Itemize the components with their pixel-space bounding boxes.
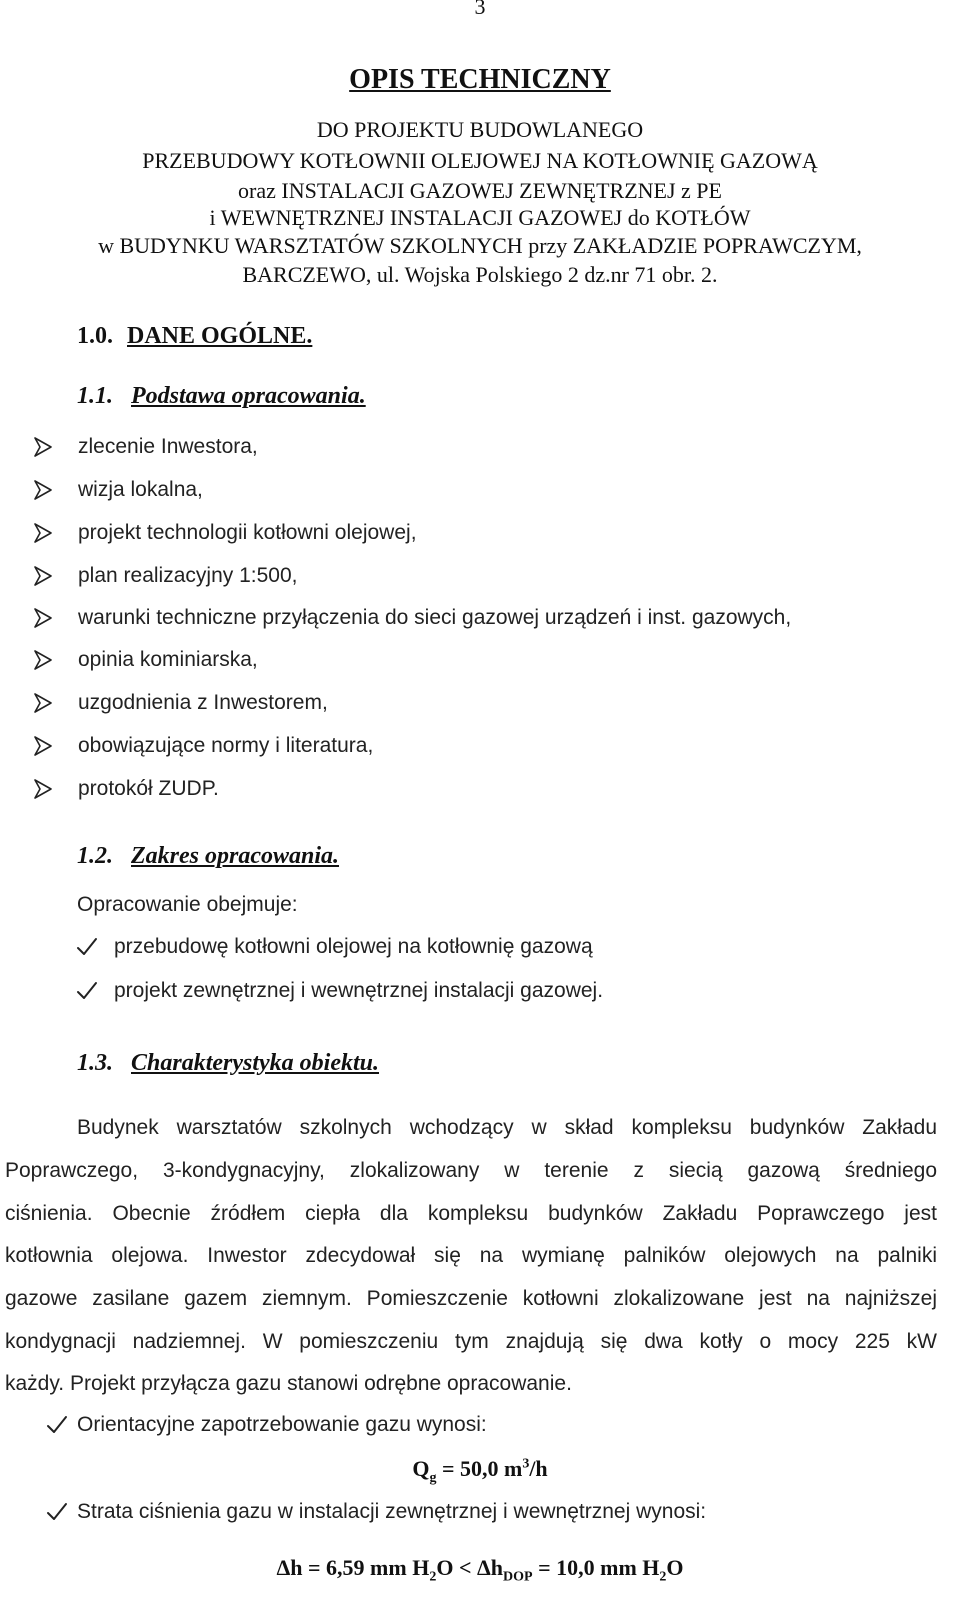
formula-part: O < Δh xyxy=(436,1555,504,1580)
paragraph-line: gazowe zasilane gazem ziemnym. Pomieszczenie kotłowni zlokalizowane jest na najniższej xyxy=(5,1287,937,1310)
paragraph-line: kondygnacji nadziemnej. W pomieszczeniu tym znajdują się dwa kotły o mocy 225 kW xyxy=(5,1330,937,1353)
scope-intro: Opracowanie obejmuje: xyxy=(77,893,298,916)
gas-demand-item xyxy=(77,1413,487,1437)
section-heading-1-0 xyxy=(77,323,312,350)
arrow-bullet-icon xyxy=(34,779,52,799)
list-item xyxy=(78,734,373,758)
checkmark-icon xyxy=(46,1502,68,1522)
section-heading-1-3 xyxy=(77,1050,379,1077)
arrow-bullet-icon xyxy=(34,736,52,756)
paragraph-line: ciśnienia. Obecnie źródłem ciepła dla kompleksu budynków Zakładu Poprawczego jest xyxy=(5,1202,937,1225)
formula-value: = 50,0 m xyxy=(436,1456,523,1481)
arrow-bullet-icon xyxy=(34,608,52,628)
formula-unit: /h xyxy=(529,1456,548,1481)
formula-part: O xyxy=(666,1555,684,1580)
list-item-text: protokół ZUDP. xyxy=(78,777,219,800)
checkmark-icon xyxy=(76,937,98,957)
formula-subscript: g xyxy=(429,1470,437,1486)
paragraph-line: Budynek warsztatów szkolnych wchodzący w skład kompleksu budynków Zakładu xyxy=(77,1116,937,1139)
paragraph-line: Poprawczego, 3-kondygnacyjny, zlokalizowany w terenie z siecią gazową średniego xyxy=(5,1159,937,1182)
section-heading-1-1 xyxy=(77,383,366,410)
list-item xyxy=(78,777,219,801)
subtitle-line: oraz INSTALACJI GAZOWEJ ZEWNĘTRZNEJ z PE xyxy=(238,178,722,203)
list-item-text: uzgodnienia z Inwestorem, xyxy=(78,691,328,714)
list-item xyxy=(114,935,593,959)
formula-subscript: 2 xyxy=(429,1569,437,1585)
list-item xyxy=(78,478,203,502)
section-number: 1.3. xyxy=(77,1050,113,1076)
pressure-loss-label: Strata ciśnienia gazu w instalacji zewnętrznej i wewnętrznej wynosi: xyxy=(77,1500,707,1523)
page-number: 3 xyxy=(474,0,486,19)
list-item xyxy=(78,521,417,545)
paragraph-line: każdy. Projekt przyłącza gazu stanowi odrębne opracowanie. xyxy=(5,1372,572,1395)
formula-part: Δh = 6,59 mm H xyxy=(276,1555,430,1580)
list-item xyxy=(78,648,258,672)
list-item-text: zlecenie Inwestora, xyxy=(78,435,258,458)
section-heading-1-2 xyxy=(77,843,339,870)
section-label: Charakterystyka obiektu. xyxy=(131,1050,380,1076)
arrow-bullet-icon xyxy=(34,480,52,500)
arrow-bullet-icon xyxy=(34,437,52,457)
list-item xyxy=(114,979,603,1003)
document-title: OPIS TECHNICZNY xyxy=(349,64,611,95)
list-item-text: obowiązujące normy i literatura, xyxy=(78,734,374,757)
list-item xyxy=(78,691,328,715)
section-number: 1.1. xyxy=(77,383,113,409)
subtitle-line: w BUDYNKU WARSZTATÓW SZKOLNYCH przy ZAKŁADZIE POPRAWCZYM, xyxy=(98,233,862,258)
formula-symbol: Q xyxy=(412,1456,430,1481)
gas-demand-label: Orientacyjne zapotrzebowanie gazu wynosi: xyxy=(77,1413,487,1436)
subtitle-line: PRZEBUDOWY KOTŁOWNII OLEJOWEJ NA KOTŁOWNIĘ GAZOWĄ xyxy=(142,148,818,173)
section-label: Zakres opracowania. xyxy=(131,843,340,869)
formula-part: = 10,0 mm H xyxy=(532,1555,660,1580)
list-item-text: przebudowę kotłowni olejowej na kotłownię gazową xyxy=(114,935,593,958)
list-item xyxy=(78,564,297,588)
arrow-bullet-icon xyxy=(34,566,52,586)
list-item-text: projekt zewnętrznej i wewnętrznej instalacji gazowej. xyxy=(114,979,604,1002)
formula-subscript: 2 xyxy=(659,1569,667,1585)
list-item xyxy=(78,435,258,459)
section-label: DANE OGÓLNE. xyxy=(127,323,313,349)
list-item-text: warunki techniczne przyłączenia do sieci gazowej urządzeń i inst. gazowych, xyxy=(78,606,792,629)
arrow-bullet-icon xyxy=(34,693,52,713)
gas-demand-formula xyxy=(0,1456,960,1486)
checkmark-icon xyxy=(46,1415,68,1435)
section-label: Podstawa opracowania. xyxy=(131,383,366,409)
list-item-text: wizja lokalna, xyxy=(78,478,203,501)
paragraph-line: kotłownia olejowa. Inwestor zdecydował się na wymianę palników olejowych na palniki xyxy=(5,1244,937,1267)
formula-subscript: DOP xyxy=(503,1569,533,1585)
section-number: 1.0. xyxy=(77,323,113,349)
pressure-loss-item xyxy=(77,1500,706,1524)
subtitle-line: DO PROJEKTU BUDOWLANEGO xyxy=(316,117,644,142)
formula-superscript: 3 xyxy=(522,1456,530,1472)
section-number: 1.2. xyxy=(77,843,113,869)
checkmark-icon xyxy=(76,981,98,1001)
arrow-bullet-icon xyxy=(34,650,52,670)
arrow-bullet-icon xyxy=(34,523,52,543)
list-item xyxy=(78,606,791,630)
list-item-text: opinia kominiarska, xyxy=(78,648,258,671)
subtitle-line: BARCZEWO, ul. Wojska Polskiego 2 dz.nr 71 obr. 2. xyxy=(242,262,718,287)
list-item-text: plan realizacyjny 1:500, xyxy=(78,564,298,587)
pressure-loss-formula xyxy=(0,1555,960,1585)
subtitle-line: i WEWNĘTRZNEJ INSTALACJI GAZOWEJ do KOTŁÓW xyxy=(209,205,751,230)
list-item-text: projekt technologii kotłowni olejowej, xyxy=(78,521,417,544)
